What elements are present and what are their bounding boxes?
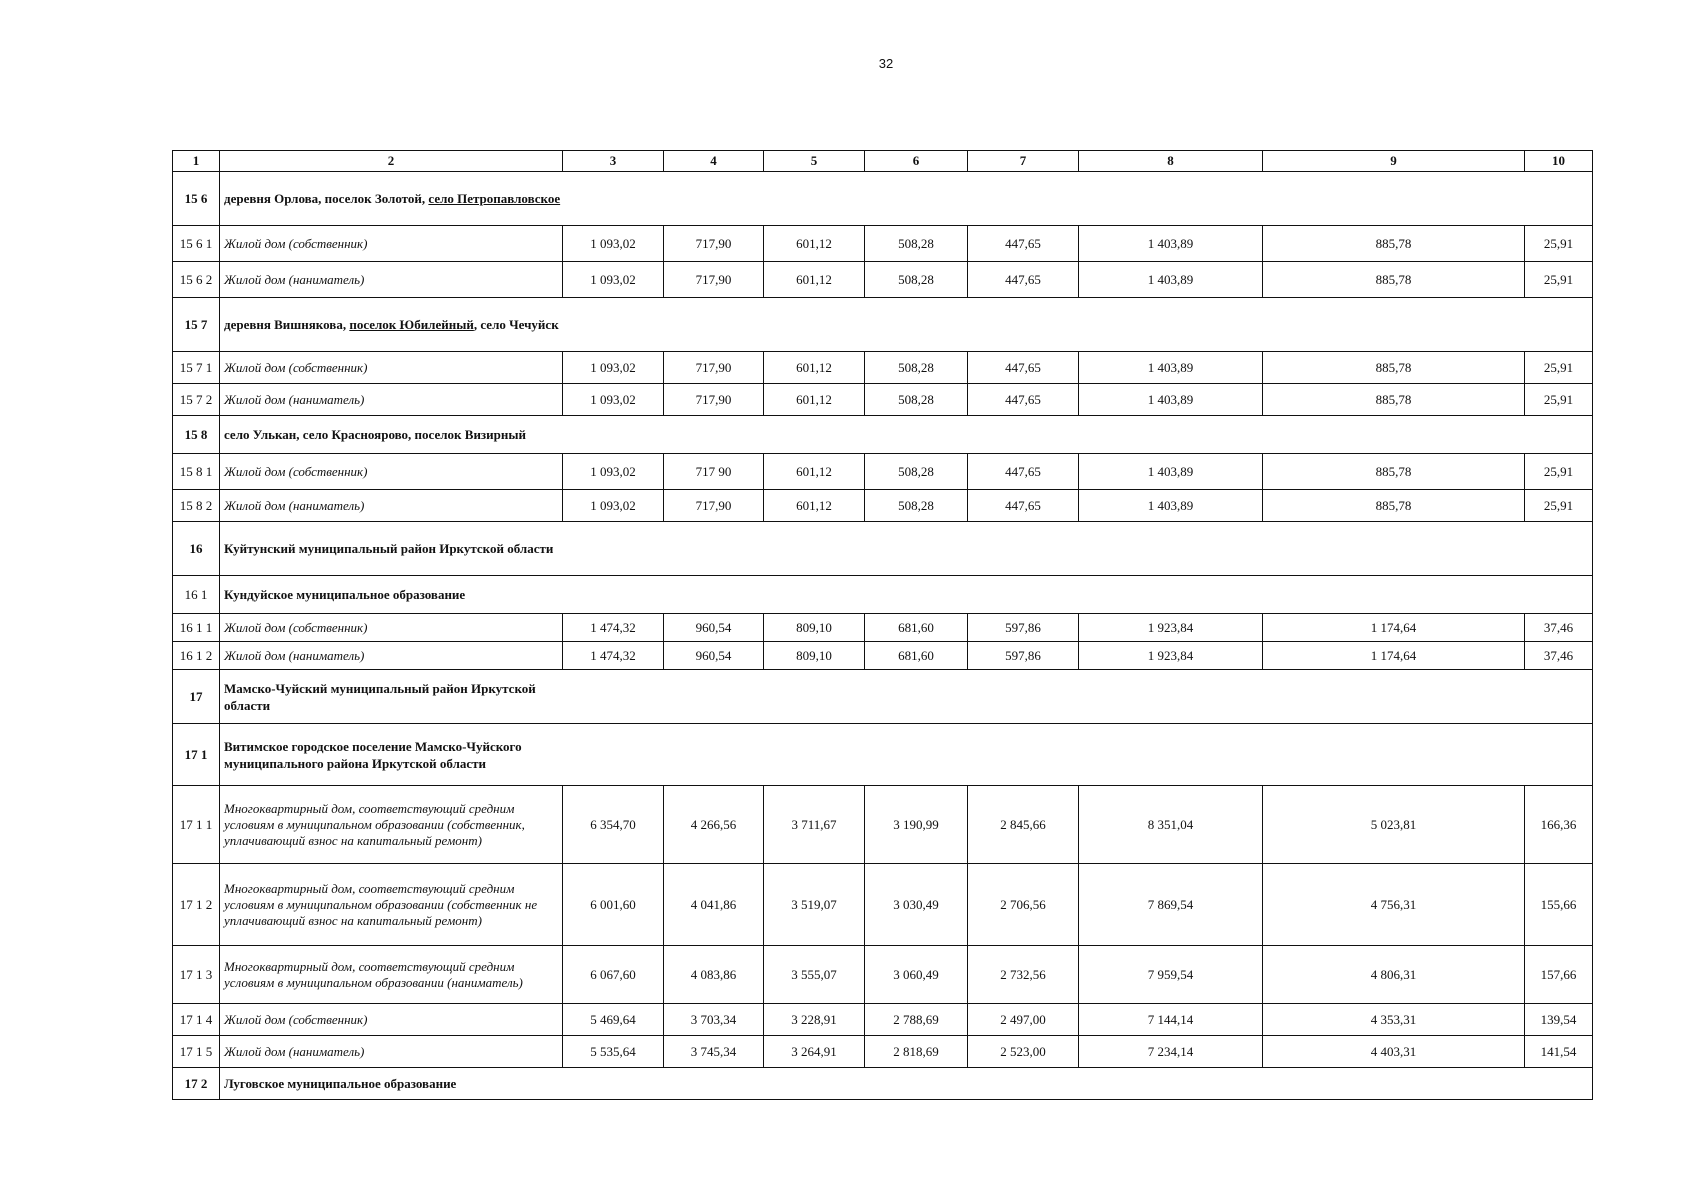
value-cell: 601,12: [764, 226, 865, 262]
table-row: [173, 490, 1593, 522]
value-cell: 717,90: [664, 352, 764, 384]
value-cell: 25,91: [1525, 226, 1593, 262]
value-cell: 717 90: [664, 454, 764, 490]
value-cell: 25,91: [1525, 384, 1593, 416]
value-cell: 4 083,86: [664, 946, 764, 1004]
value-cell: 601,12: [764, 262, 865, 298]
row-number: 16 1 2: [173, 642, 220, 670]
value-cell: 2 732,56: [968, 946, 1079, 1004]
value-cell: 447,65: [968, 384, 1079, 416]
value-cell: 447,65: [968, 352, 1079, 384]
value-cell: 681,60: [865, 642, 968, 670]
page-number: 32: [878, 56, 894, 71]
value-cell: 5 535,64: [563, 1036, 664, 1068]
value-cell: 3 264,91: [764, 1036, 865, 1068]
row-number: 15 8 1: [173, 454, 220, 490]
value-cell: 447,65: [968, 226, 1079, 262]
table-row: [173, 226, 1593, 262]
row-number: 17 1 1: [173, 786, 220, 864]
row-label: Жилой дом (наниматель): [220, 642, 563, 670]
value-cell: 7 234,14: [1079, 1036, 1263, 1068]
value-cell: 601,12: [764, 352, 865, 384]
row-number: 15 7 1: [173, 352, 220, 384]
value-cell: 1 403,89: [1079, 226, 1263, 262]
value-cell: 5 469,64: [563, 1004, 664, 1036]
tariff-table: [172, 150, 1593, 1100]
value-cell: 601,12: [764, 490, 865, 522]
section-row: [173, 670, 1593, 724]
section-title-part: , село Чечуйск: [473, 317, 559, 332]
value-cell: 2 497,00: [968, 1004, 1079, 1036]
column-header: 3: [563, 151, 664, 172]
value-cell: 601,12: [764, 454, 865, 490]
value-cell: 3 555,07: [764, 946, 865, 1004]
row-number: 15 8 2: [173, 490, 220, 522]
row-label: Жилой дом (наниматель): [220, 490, 563, 522]
column-header: 9: [1263, 151, 1525, 172]
value-cell: 447,65: [968, 262, 1079, 298]
value-cell: 25,91: [1525, 454, 1593, 490]
value-cell: 1 923,84: [1079, 614, 1263, 642]
value-cell: 6 001,60: [563, 864, 664, 946]
value-cell: 2 788,69: [865, 1004, 968, 1036]
value-cell: 2 845,66: [968, 786, 1079, 864]
row-number: 15 6 1: [173, 226, 220, 262]
value-cell: 3 519,07: [764, 864, 865, 946]
table-row: [173, 946, 1593, 1004]
table-row: [173, 1036, 1593, 1068]
row-label: Многоквартирный дом, соответствующий средним условиям в муниципальном образовании (собственник, уплачивающий взнос на капитальный ремонт): [220, 786, 563, 864]
row-label: Жилой дом (собственник): [220, 1004, 563, 1036]
section-title-part: деревня Орлова, поселок Золотой,: [224, 191, 429, 206]
value-cell: 4 353,31: [1263, 1004, 1525, 1036]
column-header: 2: [220, 151, 563, 172]
section-title-text: Куйтунский муниципальный район Иркутской области: [224, 541, 554, 556]
value-cell: 25,91: [1525, 262, 1593, 298]
row-label: Жилой дом (наниматель): [220, 1036, 563, 1068]
row-number: 15 6: [173, 172, 220, 226]
value-cell: 3 711,67: [764, 786, 865, 864]
value-cell: 6 067,60: [563, 946, 664, 1004]
table-row: [173, 786, 1593, 864]
section-title-part: поселок Юбилейный: [349, 317, 474, 332]
value-cell: 1 093,02: [563, 226, 664, 262]
value-cell: 3 190,99: [865, 786, 968, 864]
section-row: [173, 172, 1593, 226]
value-cell: 885,78: [1263, 226, 1525, 262]
value-cell: 809,10: [764, 642, 865, 670]
row-number: 17 1: [173, 724, 220, 786]
column-header: 4: [664, 151, 764, 172]
row-label: Многоквартирный дом, соответствующий средним условиям в муниципальном образовании (наниматель): [220, 946, 563, 1004]
table-row: [173, 614, 1593, 642]
value-cell: 139,54: [1525, 1004, 1593, 1036]
value-cell: 1 174,64: [1263, 642, 1525, 670]
header-row: [173, 151, 1593, 172]
table-row: [173, 454, 1593, 490]
value-cell: 717,90: [664, 262, 764, 298]
row-number: 15 7: [173, 298, 220, 352]
table-row: [173, 262, 1593, 298]
value-cell: 3 030,49: [865, 864, 968, 946]
value-cell: 4 041,86: [664, 864, 764, 946]
value-cell: 1 474,32: [563, 642, 664, 670]
value-cell: 1 403,89: [1079, 262, 1263, 298]
value-cell: 7 144,14: [1079, 1004, 1263, 1036]
section-title: [220, 522, 1593, 576]
section-title-part: село Петропавловское: [428, 191, 561, 206]
row-number: 17 1 5: [173, 1036, 220, 1068]
row-number: 16: [173, 522, 220, 576]
value-cell: 885,78: [1263, 384, 1525, 416]
section-title: Луговское муниципальное образование: [220, 1068, 1593, 1100]
value-cell: 508,28: [865, 226, 968, 262]
column-header: 5: [764, 151, 865, 172]
value-cell: 4 806,31: [1263, 946, 1525, 1004]
value-cell: 1 174,64: [1263, 614, 1525, 642]
table-row: [173, 864, 1593, 946]
section-title-part: деревня Вишнякова,: [224, 317, 350, 332]
value-cell: 157,66: [1525, 946, 1593, 1004]
value-cell: 717,90: [664, 226, 764, 262]
value-cell: 3 228,91: [764, 1004, 865, 1036]
row-number: 17 1 3: [173, 946, 220, 1004]
value-cell: 25,91: [1525, 490, 1593, 522]
value-cell: 960,54: [664, 614, 764, 642]
value-cell: 5 023,81: [1263, 786, 1525, 864]
table-row: [173, 384, 1593, 416]
value-cell: 3 060,49: [865, 946, 968, 1004]
value-cell: 447,65: [968, 490, 1079, 522]
value-cell: 809,10: [764, 614, 865, 642]
section-title-text: Витимское городское поселение Мамско-Чуйского муниципального района Иркутской области: [224, 738, 522, 771]
section-row: [173, 576, 1593, 614]
row-number: 15 8: [173, 416, 220, 454]
row-label: Жилой дом (собственник): [220, 226, 563, 262]
value-cell: 1 403,89: [1079, 384, 1263, 416]
value-cell: 2 706,56: [968, 864, 1079, 946]
row-label: Жилой дом (собственник): [220, 352, 563, 384]
value-cell: 885,78: [1263, 454, 1525, 490]
column-header: 1: [173, 151, 220, 172]
value-cell: 1 093,02: [563, 384, 664, 416]
value-cell: 1 923,84: [1079, 642, 1263, 670]
value-cell: 25,91: [1525, 352, 1593, 384]
value-cell: 447,65: [968, 454, 1079, 490]
value-cell: 885,78: [1263, 352, 1525, 384]
value-cell: 4 266,56: [664, 786, 764, 864]
table-row: [173, 352, 1593, 384]
row-label: Жилой дом (наниматель): [220, 384, 563, 416]
row-number: 15 7 2: [173, 384, 220, 416]
row-number: 17 1 2: [173, 864, 220, 946]
section-title: [220, 298, 1593, 352]
row-label: Жилой дом (собственник): [220, 454, 563, 490]
section-title: [220, 172, 1593, 226]
value-cell: 508,28: [865, 454, 968, 490]
value-cell: 2 818,69: [865, 1036, 968, 1068]
value-cell: 508,28: [865, 490, 968, 522]
column-header: 7: [968, 151, 1079, 172]
value-cell: 717,90: [664, 490, 764, 522]
value-cell: 3 703,34: [664, 1004, 764, 1036]
value-cell: 885,78: [1263, 490, 1525, 522]
value-cell: 681,60: [865, 614, 968, 642]
value-cell: 7 869,54: [1079, 864, 1263, 946]
value-cell: 1 093,02: [563, 454, 664, 490]
value-cell: 155,66: [1525, 864, 1593, 946]
row-number: 16 1 1: [173, 614, 220, 642]
value-cell: 2 523,00: [968, 1036, 1079, 1068]
value-cell: 1 403,89: [1079, 454, 1263, 490]
section-title: Кундуйское муниципальное образование: [220, 576, 1593, 614]
row-number: 16 1: [173, 576, 220, 614]
row-number: 17 2: [173, 1068, 220, 1100]
value-cell: 960,54: [664, 642, 764, 670]
section-title: село Улькан, село Красноярово, поселок Визирный: [220, 416, 1593, 454]
row-label: Жилой дом (наниматель): [220, 262, 563, 298]
section-row: [173, 416, 1593, 454]
value-cell: 1 093,02: [563, 490, 664, 522]
section-title: [220, 724, 1593, 786]
value-cell: 1 474,32: [563, 614, 664, 642]
section-title-text: Мамско-Чуйский муниципальный район Иркутской области: [224, 680, 536, 713]
row-number: 17 1 4: [173, 1004, 220, 1036]
value-cell: 4 403,31: [1263, 1036, 1525, 1068]
value-cell: 3 745,34: [664, 1036, 764, 1068]
value-cell: 166,36: [1525, 786, 1593, 864]
column-header: 6: [865, 151, 968, 172]
value-cell: 1 093,02: [563, 262, 664, 298]
value-cell: 601,12: [764, 384, 865, 416]
section-row: [173, 298, 1593, 352]
value-cell: 1 093,02: [563, 352, 664, 384]
value-cell: 885,78: [1263, 262, 1525, 298]
value-cell: 7 959,54: [1079, 946, 1263, 1004]
row-label: Многоквартирный дом, соответствующий средним условиям в муниципальном образовании (собственник не уплачивающий взнос на капитальный ремонт): [220, 864, 563, 946]
value-cell: 597,86: [968, 642, 1079, 670]
table-row: [173, 1004, 1593, 1036]
value-cell: 37,46: [1525, 614, 1593, 642]
section-row: [173, 522, 1593, 576]
value-cell: 508,28: [865, 262, 968, 298]
row-number: 17: [173, 670, 220, 724]
column-header: 10: [1525, 151, 1593, 172]
value-cell: 37,46: [1525, 642, 1593, 670]
value-cell: 1 403,89: [1079, 352, 1263, 384]
value-cell: 597,86: [968, 614, 1079, 642]
value-cell: 1 403,89: [1079, 490, 1263, 522]
table-row: [173, 642, 1593, 670]
section-title: [220, 670, 1593, 724]
value-cell: 4 756,31: [1263, 864, 1525, 946]
value-cell: 8 351,04: [1079, 786, 1263, 864]
value-cell: 717,90: [664, 384, 764, 416]
value-cell: 141,54: [1525, 1036, 1593, 1068]
column-header: 8: [1079, 151, 1263, 172]
row-number: 15 6 2: [173, 262, 220, 298]
value-cell: 508,28: [865, 384, 968, 416]
row-label: Жилой дом (собственник): [220, 614, 563, 642]
section-row: [173, 724, 1593, 786]
section-row: [173, 1068, 1593, 1100]
value-cell: 6 354,70: [563, 786, 664, 864]
value-cell: 508,28: [865, 352, 968, 384]
